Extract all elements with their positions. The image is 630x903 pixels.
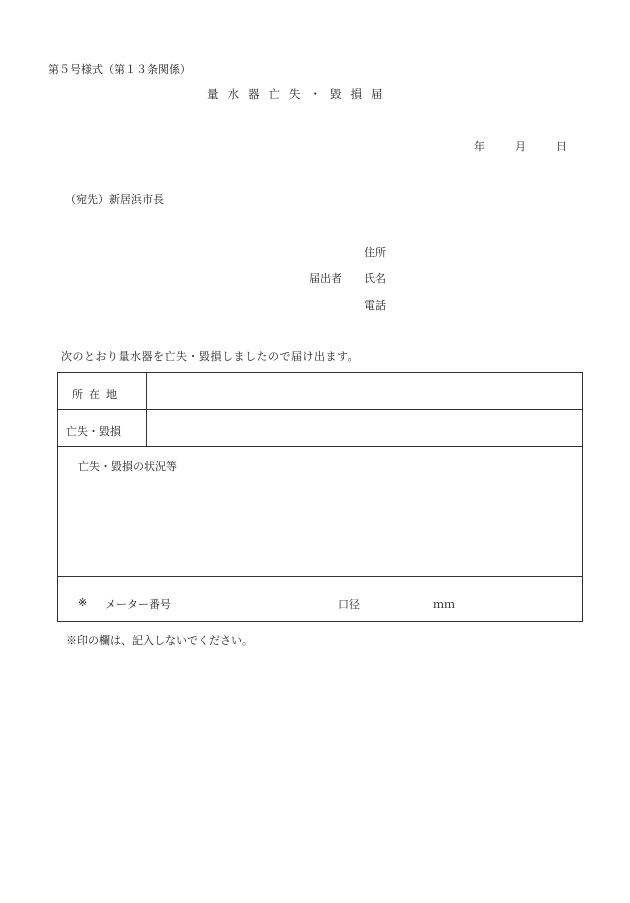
location-label: 所在地: [72, 388, 123, 401]
loss-damage-row: [58, 410, 582, 447]
report-table: [57, 372, 583, 622]
diameter-unit: ｍｍ: [433, 598, 455, 611]
footnote: ※印の欄は、記入しないでください。: [66, 634, 253, 647]
location-value-field[interactable]: [147, 373, 582, 409]
loss-damage-label-cell: [58, 410, 147, 446]
document-title: 量水器亡失・毀損届: [207, 87, 392, 101]
addressee: （宛先）新居浜市長: [65, 193, 164, 206]
address-label: 住所: [364, 246, 386, 259]
diameter-label: 口径: [338, 598, 360, 611]
status-row[interactable]: [58, 447, 582, 577]
date-month-label: 月: [515, 140, 526, 153]
meter-row: [58, 577, 582, 621]
applicant-role-label: 届出者: [309, 272, 342, 285]
meter-number-label: メーター番号: [105, 598, 171, 611]
statement-text: 次のとおり量水器を亡失・毀損しましたので届け出ます。: [61, 350, 360, 363]
loss-damage-label: 亡失・毀損: [66, 425, 121, 438]
location-label-cell: [58, 373, 147, 409]
status-label: 亡失・毀損の状況等: [78, 460, 177, 473]
form-number: 第５号様式（第１３条関係）: [48, 63, 191, 76]
date-day-label: 日: [556, 140, 567, 153]
location-row: [58, 373, 582, 410]
loss-damage-value-field[interactable]: [147, 410, 582, 446]
meter-mark: ※: [78, 596, 88, 609]
name-label: 氏名: [364, 272, 386, 285]
phone-label: 電話: [364, 299, 386, 312]
date-year-label: 年: [474, 140, 485, 153]
